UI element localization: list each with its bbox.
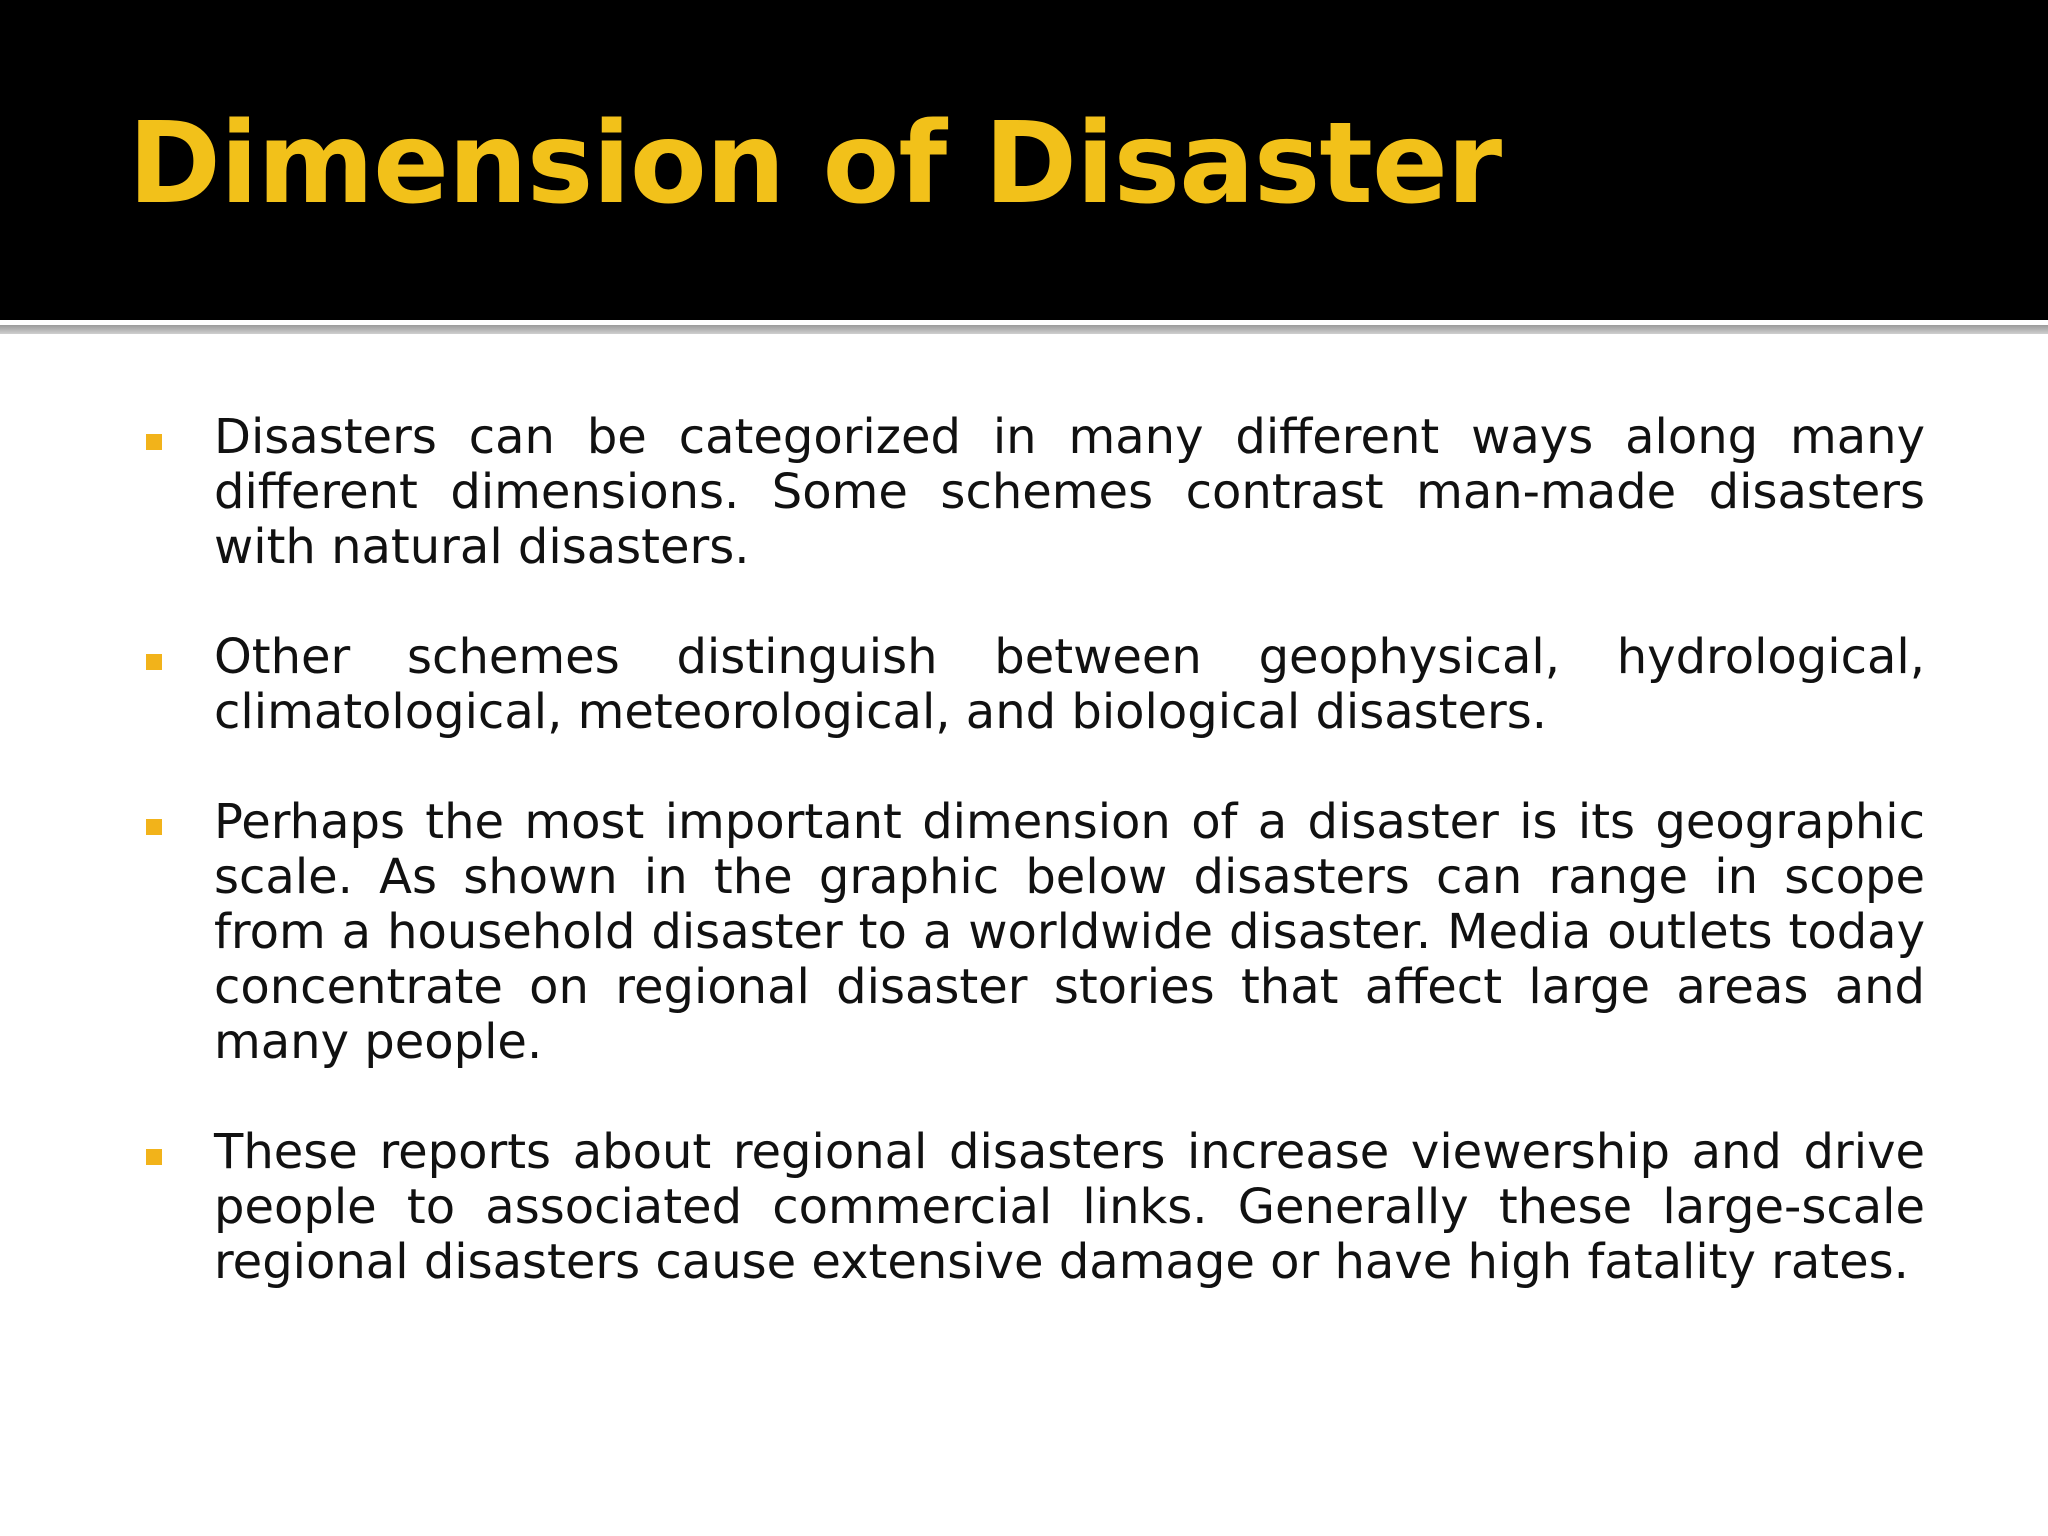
bullet-text: Perhaps the most important dimension of a disaster is its geographic scale. As shown in the graphic below disasters can range in scope from a household disaster to a worldwide disaster. Media outlets today concentrate on regional disaster stories that affect large areas and many people. xyxy=(214,794,1925,1070)
bullet-text: These reports about regional disasters increase viewership and drive people to associated commercial links. Generally these large-scale regional disasters cause extensive damage or have high fatality rates. xyxy=(214,1124,1925,1290)
square-bullet-icon xyxy=(146,1149,162,1165)
title-divider xyxy=(0,325,2048,334)
bullet-item xyxy=(140,410,1925,575)
square-bullet-icon xyxy=(146,654,162,670)
bullet-item xyxy=(140,795,1925,1070)
bullet-text: Other schemes distinguish between geophysical, hydrological, climatological, meteorological, and biological disasters. xyxy=(214,629,1925,740)
bullet-item xyxy=(140,1125,1925,1290)
bullet-item xyxy=(140,630,1925,740)
square-bullet-icon xyxy=(146,434,162,450)
slide-title: Dimension of Disaster xyxy=(128,99,1502,229)
square-bullet-icon xyxy=(146,819,162,835)
bullet-text: Disasters can be categorized in many different ways along many different dimensions. Some schemes contrast man-made disasters with natural disasters. xyxy=(214,409,1925,575)
title-bar xyxy=(0,0,2048,320)
bullet-list xyxy=(140,410,1925,1345)
